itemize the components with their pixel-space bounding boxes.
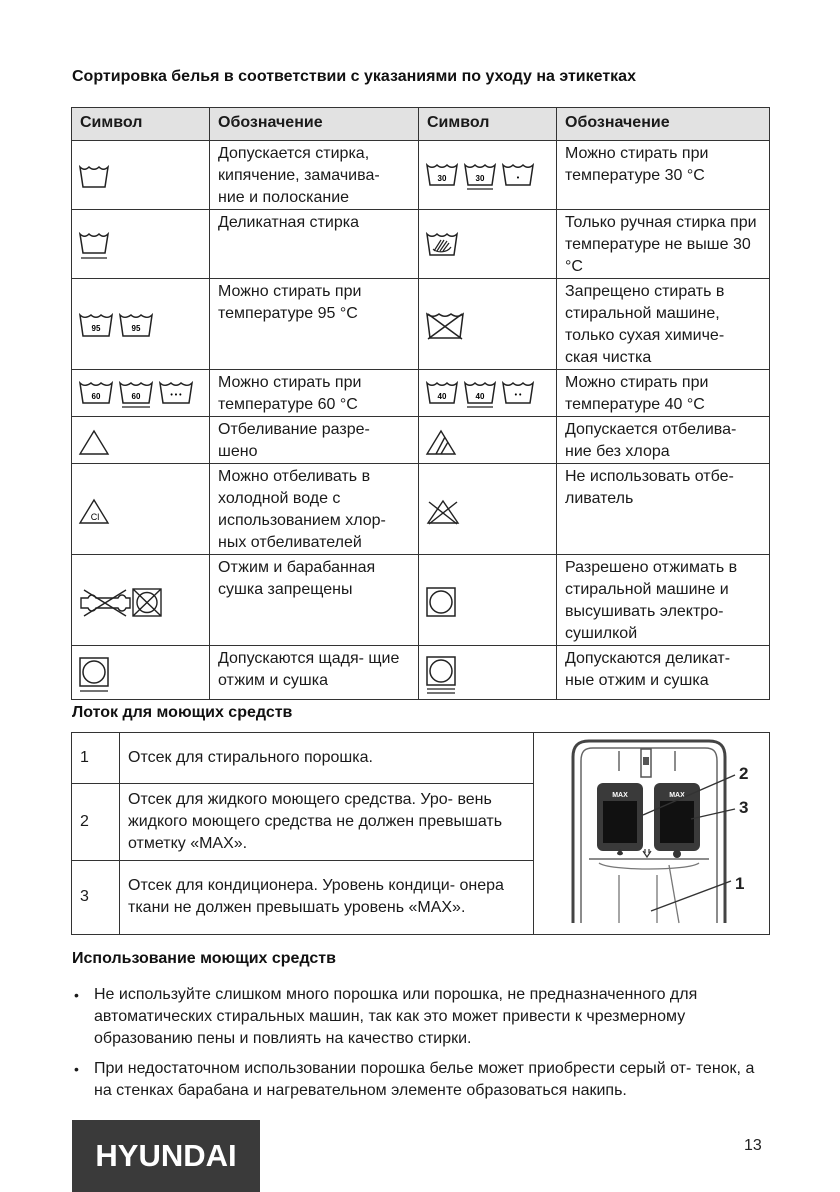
no-wring-no-tumble-dry-icon: [78, 586, 164, 618]
header-symbol: Символ: [419, 108, 557, 141]
table-row: [72, 370, 770, 417]
care-meaning: Можно стирать при температуре 60 °C: [210, 370, 419, 417]
callout-number: 3: [738, 798, 748, 817]
chlorine-label: Cl: [90, 512, 100, 522]
table-row: [72, 279, 770, 370]
care-meaning: Только ручная стирка при температуре не выше 30 °C: [557, 210, 770, 279]
care-meaning: Допускаются щадя- щие отжим и сушка: [210, 646, 419, 700]
non-chlorine-bleach-icon: [425, 428, 457, 456]
wash-temp-label: 95: [131, 324, 141, 333]
care-meaning: Можно стирать при температуре 40 °C: [557, 370, 770, 417]
header-meaning: Обозначение: [210, 108, 419, 141]
wash-40-gentle-icon: [463, 380, 497, 410]
table-row: [72, 464, 770, 555]
care-meaning: Разрешено отжимать в стиральной машине и высушивать электро- сушилкой: [557, 555, 770, 646]
care-meaning: Не использовать отбе- ливатель: [557, 464, 770, 555]
gentle-tumble-dry-icon: [78, 656, 110, 694]
wash-60-gentle-icon: [118, 380, 154, 410]
wash-95-icon: [78, 312, 114, 340]
wash-two-dots-icon: [501, 380, 535, 410]
delicate-wash-icon: [78, 231, 110, 261]
wash-temp-label: 60: [91, 392, 101, 401]
wash-temp-label: 30: [437, 174, 447, 183]
callout-number: 2: [738, 764, 748, 783]
chlorine-bleach-icon: [78, 497, 110, 525]
wash-temp-label: 95: [91, 324, 101, 333]
max-mark: MAX: [668, 792, 685, 799]
bleach-triangle-icon: [78, 428, 110, 456]
no-bleach-icon: [425, 496, 461, 526]
wash-temp-label: 40: [437, 392, 447, 401]
table-row: [72, 210, 770, 279]
table-header-row: [72, 108, 770, 141]
list-item: • При недостаточном использовании порошка белье может приобрести серый от- тенок, а на стенках барабана и нагревательном элементе образоваться накипь.: [72, 1058, 772, 1102]
wash-95-gentle-icon: [118, 312, 154, 340]
care-meaning: Отбеливание разре- шено: [210, 417, 419, 464]
max-mark: MAX: [611, 792, 628, 799]
wash-30-icon: [425, 162, 459, 192]
wash-30-gentle-icon: [463, 162, 497, 192]
care-meaning: Допускается стирка, кипячение, замачива- ние и полоскание: [210, 141, 419, 210]
care-meaning: Запрещено стирать в стиральной машине, только сухая химиче- ская чистка: [557, 279, 770, 370]
page-number: 13: [744, 1137, 762, 1154]
wash-three-dots-icon: [158, 380, 194, 410]
care-meaning: Можно стирать при температуре 30 °C: [557, 141, 770, 210]
wash-temp-label: 30: [475, 174, 485, 183]
section-heading-sorting: Сортировка белья в соответствии с указаниями по уходу на этикетках: [72, 68, 636, 85]
care-meaning: Деликатная стирка: [210, 210, 419, 279]
care-meaning: Допускаются деликат- ные отжим и сушка: [557, 646, 770, 700]
tray-item-number: 2: [72, 783, 120, 860]
detergent-tray-table: [71, 732, 770, 935]
table-row: [72, 417, 770, 464]
table-row: [72, 646, 770, 700]
wash-one-dot-icon: [501, 162, 535, 192]
wash-temp-label: 40: [475, 392, 485, 401]
wash-tub-icon: [78, 164, 110, 190]
delicate-tumble-dry-icon: [425, 655, 457, 695]
list-item: • Не используйте слишком много порошка или порошка, не предназначенного для автоматических стиральных машин, так как это может привести к чрезмерному образованию пены и повлиять на качество стирки.: [72, 984, 772, 1050]
usage-bullet-list: [72, 984, 772, 1110]
wash-dots-label: • •: [514, 392, 522, 399]
care-meaning: Можно отбеливать в холодной воде с использованием хлор- ных отбеливателей: [210, 464, 419, 555]
wash-60-icon: [78, 380, 114, 410]
section-heading-tray: Лоток для моющих средств: [72, 704, 293, 721]
tray-diagram-cell: [534, 733, 770, 935]
callout-number: 1: [734, 874, 744, 893]
brand-logo: [72, 1120, 260, 1192]
table-row: [72, 555, 770, 646]
brand-name: HYUNDAI: [95, 1138, 237, 1173]
tray-item-text: Отсек для стирального порошка.: [120, 733, 534, 784]
header-symbol: Символ: [72, 108, 210, 141]
tray-item-number: 3: [72, 860, 120, 934]
tumble-dry-icon: [425, 586, 457, 618]
care-meaning: Допускается отбелива- ние без хлора: [557, 417, 770, 464]
header-meaning: Обозначение: [557, 108, 770, 141]
tray-item-text: Отсек для жидкого моющего средства. Уро- вень жидкого моющего средства не должен превышать отметку «MAX».: [120, 783, 534, 860]
table-row: [72, 141, 770, 210]
wash-dots-label: •: [516, 175, 520, 182]
tray-item-number: 1: [72, 733, 120, 784]
section-heading-usage: Использование моющих средств: [72, 950, 336, 967]
hand-wash-icon: [425, 231, 461, 261]
wash-40-icon: [425, 380, 459, 410]
tray-item-text: Отсек для кондиционера. Уровень кондици- онера ткани не должен превышать уровень «MAX».: [120, 860, 534, 934]
care-meaning: Отжим и барабанная сушка запрещены: [210, 555, 419, 646]
detergent-tray-diagram: [539, 735, 765, 925]
table-row: [72, 733, 770, 784]
wash-temp-label: 60: [131, 392, 141, 401]
wash-dots-label: • • •: [170, 392, 182, 399]
care-symbols-table: [71, 107, 770, 700]
care-meaning: Можно стирать при температуре 95 °C: [210, 279, 419, 370]
no-machine-wash-icon: [425, 311, 465, 341]
